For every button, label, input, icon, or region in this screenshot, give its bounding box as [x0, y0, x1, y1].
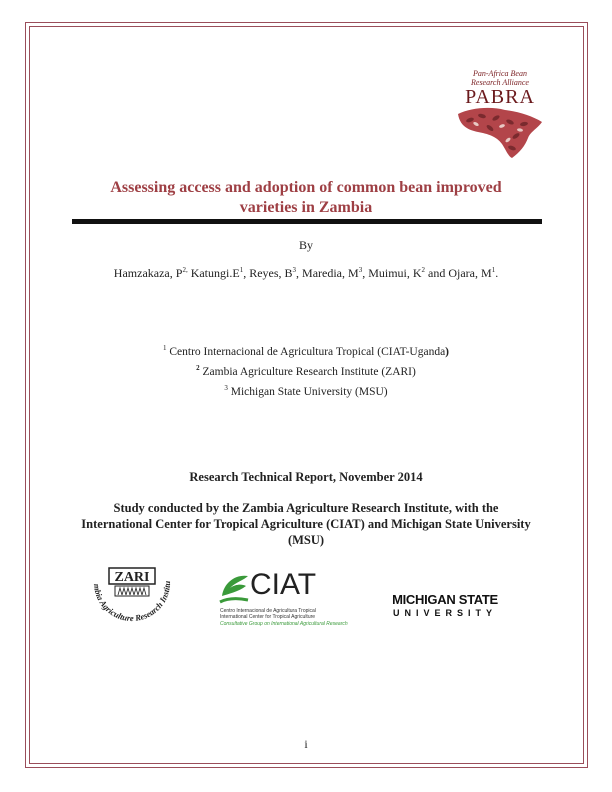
- by-label: By: [298, 238, 313, 252]
- ciat-logo: [218, 568, 348, 630]
- zari-logo: [82, 565, 182, 635]
- zari-ring-text: mbia Agriculture Research Institu: [91, 580, 173, 624]
- affiliation-msu: [0, 386, 612, 398]
- author-affiliation-sup: 1: [491, 266, 496, 274]
- affiliation-ciat: [0, 346, 612, 358]
- author-affiliation-sup: 3: [358, 266, 363, 274]
- affiliation-sup: 3: [224, 384, 228, 393]
- author-name: , Muimui, K: [362, 266, 422, 280]
- ciat-word: CIAT: [250, 568, 317, 601]
- authors-end: .: [495, 266, 499, 280]
- author-name: , Maredia, M: [296, 266, 359, 280]
- msu-logo-line1: MICHIGAN STATE: [392, 592, 498, 607]
- ciat-subtitle-cgiar: Consultative Group on International Agricultural Research: [220, 621, 348, 627]
- msu-logo-line2: UNIVERSITY: [392, 608, 497, 618]
- msu-logo: [386, 593, 504, 618]
- zari-abbr: ZARI: [114, 570, 150, 585]
- author-affiliation-sup: 1: [239, 266, 244, 274]
- affiliation-zari: [0, 366, 612, 378]
- africa-beans-map-icon: [450, 106, 550, 160]
- title-rule: [72, 219, 542, 224]
- ciat-subtitle-english: International Center for Tropical Agriculture: [220, 614, 316, 620]
- ciat-subtitle-spanish: Centro Internacional de Agricultura Tropical: [220, 608, 316, 614]
- zari-emblem-icon: [82, 565, 182, 635]
- report-title-line1: Assessing access and adoption of common bean improved: [110, 179, 502, 196]
- affiliation-text: Michigan State University (MSU): [227, 386, 388, 398]
- affiliation-end: ): [445, 346, 450, 358]
- page-number: i: [304, 737, 308, 751]
- author-affiliation-sup: 2: [421, 266, 426, 274]
- author-name: , Reyes, B: [243, 266, 293, 280]
- author-affiliation-sup: 3: [292, 266, 297, 274]
- affiliation-text: Centro Internacional de Agricultura Tropical (CIAT-Uganda: [166, 346, 446, 358]
- affiliation-text: Zambia Agriculture Research Institute (ZARI): [199, 366, 416, 378]
- affiliation-sup: 1: [162, 344, 167, 353]
- report-type-line: Research Technical Report, November 2014: [189, 470, 423, 484]
- pabra-logo: [450, 68, 550, 160]
- ciat-leaf-icon: [218, 570, 250, 604]
- pabra-logo-word: PABRA: [465, 86, 535, 108]
- author-name: Hamzakaza, P: [113, 266, 183, 280]
- report-title-line2: varieties in Zambia: [239, 199, 373, 216]
- study-statement: Study conducted by the Zambia Agriculture Research Institute, with the International Center for Tropical Agriculture (CIAT) and Michigan State University (MSU): [81, 501, 531, 547]
- pabra-logo-line2: Research Alliance: [471, 78, 529, 87]
- author-name: and Ojara, M: [425, 266, 492, 280]
- affiliation-sup: 2: [196, 364, 200, 373]
- author-affiliation-sup: 2,: [182, 266, 188, 274]
- author-name: Katungi.E: [187, 266, 240, 280]
- report-title: [60, 178, 552, 218]
- author-list: [0, 266, 612, 281]
- pabra-logo-line1: Pan-Africa Bean: [473, 69, 527, 78]
